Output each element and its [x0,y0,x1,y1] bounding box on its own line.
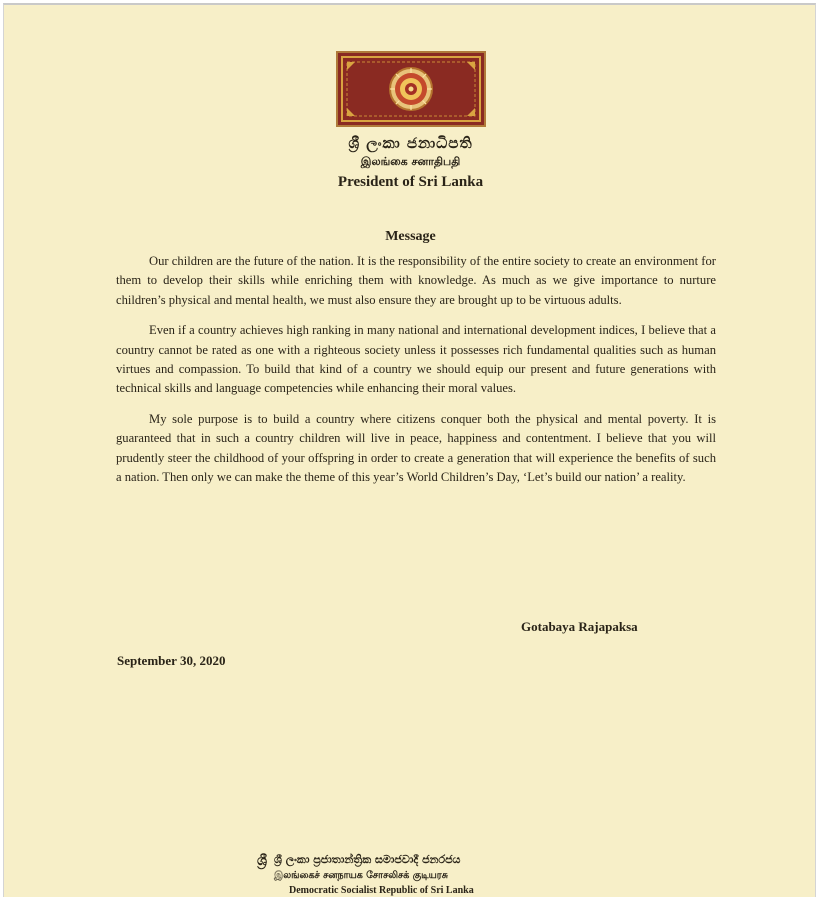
message-paragraph-1: Our children are the future of the nation. It is the responsibility of the entire society to create an environment for them to develop their skills while enriching them with knowledge. As much as we give importance to nurture children’s physical and mental health, we must also ensure they are brought up to be virtuous adults. [116,254,716,307]
footer-sinhala: ශ්‍රී ලංකා ප්‍රජාතාන්ත්‍රික සමාජවාදී ජනරජය [274,853,461,866]
message-heading: Message [385,229,436,244]
header-title-english: President of Sri Lanka [337,174,484,190]
message-paragraph-2: Even if a country achieves high ranking in many national and international development indices, I believe that a country cannot be rated as one with a righteous society unless it possesses rich fundamental qualities such as human virtues and compassion. To build that kind of a country we should equip our present and future generations with technical skills and language competencies while enhancing their moral values. [116,323,716,396]
message-body [116,252,716,498]
header-title-sinhala: ශ්‍රී ලංකා ජනාධිපති [348,134,473,152]
signature-name: Gotabaya Rajapaksa [521,619,638,634]
footer-tamil: இலங்கைச் சனநாயக சோசலிசக் குடியரசு [274,870,448,881]
message-paragraph-3: My sole purpose is to build a country where citizens conquer both the physical and mental poverty. It is guaranteed that in such a country children will live in peace, happiness and contentment. I believe that you will prudently steer the childhood of your offspring in order to create a generation that will experience the benefits of such a nation. Then only we can make the theme of this year’s World Children’s Day, ‘Let’s build our nation’ a reality. [116,411,716,485]
presidential-emblem-icon [336,51,486,127]
footer-english: Democratic Socialist Republic of Sri Lanka [289,885,474,896]
message-date: September 30, 2020 [117,653,226,668]
header-title-tamil: இலங்கை சனாதிபதி [360,155,461,168]
footer-sri-logo: ශ්‍රී [257,853,268,869]
letter-page [3,3,816,897]
